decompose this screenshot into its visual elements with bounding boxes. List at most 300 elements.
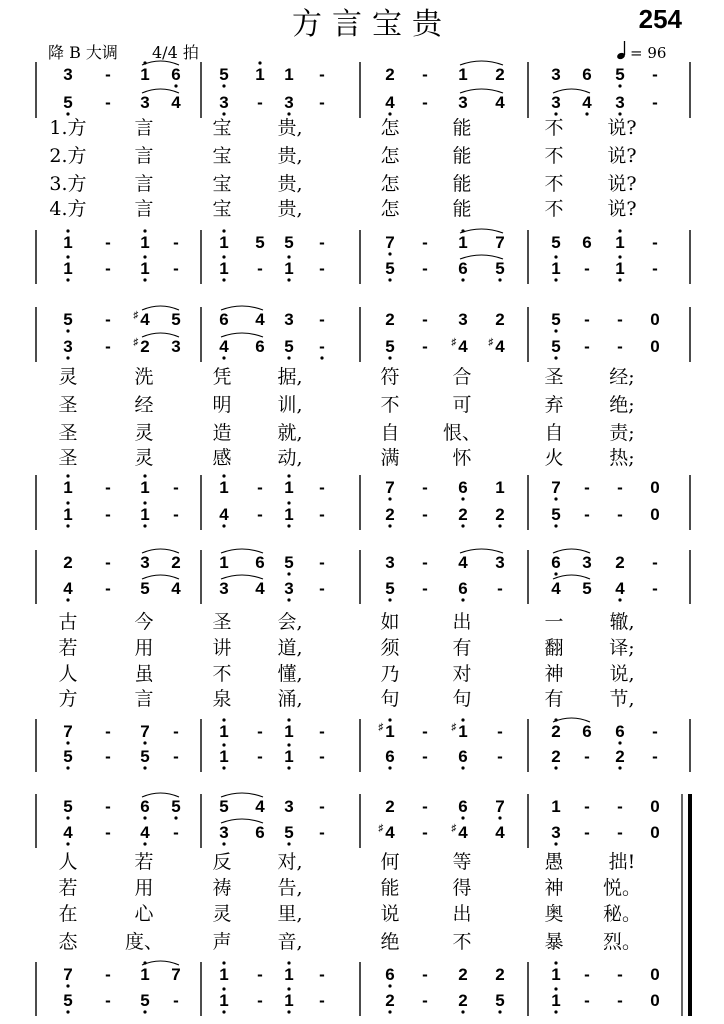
low-octave-dot bbox=[388, 598, 391, 601]
lyric-syllable: 言 bbox=[134, 173, 154, 195]
lyric-syllable: 态 bbox=[58, 931, 78, 953]
note-tenor: - bbox=[173, 722, 179, 741]
lyric-syllable: 凭 bbox=[212, 366, 232, 388]
lyric-syllable: 灵 bbox=[212, 903, 232, 925]
low-octave-dot bbox=[66, 816, 69, 819]
note-soprano: 5 bbox=[171, 797, 181, 816]
lyric-syllable: 绝 bbox=[380, 931, 400, 953]
lyric-syllable: 反 bbox=[212, 851, 232, 873]
note-tenor: 7 bbox=[63, 722, 73, 741]
note-tenor: 7 bbox=[495, 233, 505, 252]
high-octave-dot bbox=[287, 743, 290, 746]
lyric-syllable: 今 bbox=[134, 611, 154, 633]
lyric-syllable: 经; bbox=[609, 366, 635, 388]
note-alto: - bbox=[422, 823, 428, 842]
high-octave-dot bbox=[143, 474, 146, 477]
note-bass: 2 bbox=[385, 991, 395, 1010]
low-octave-dot bbox=[388, 1010, 391, 1013]
note-alto: - bbox=[319, 579, 325, 598]
note-bass: 2 bbox=[495, 505, 505, 524]
note-bass: - bbox=[257, 991, 263, 1010]
lyric-syllable: 告, bbox=[277, 877, 303, 899]
lyric-syllable: 暴 bbox=[544, 931, 564, 953]
note-soprano: 4 bbox=[255, 310, 265, 329]
note-alto: 6 bbox=[458, 579, 468, 598]
note-soprano: 5 bbox=[63, 797, 73, 816]
note-soprano: - bbox=[652, 65, 658, 84]
note-alto: 3 bbox=[284, 93, 294, 112]
note-soprano: 6 bbox=[458, 797, 468, 816]
note-alto: 5 bbox=[284, 337, 294, 356]
note-soprano: 2 bbox=[615, 553, 625, 572]
note-soprano: 3 bbox=[551, 65, 561, 84]
note-soprano: - bbox=[319, 553, 325, 572]
note-tenor: 1 bbox=[219, 233, 229, 252]
note-tenor: - bbox=[257, 722, 263, 741]
lyric-syllable: 3.方 bbox=[49, 173, 87, 195]
note-bass: 0 bbox=[650, 505, 660, 524]
note-alto: 3 bbox=[219, 579, 229, 598]
note-alto: - bbox=[422, 337, 428, 356]
low-octave-dot bbox=[461, 524, 464, 527]
lyric-syllable: 感 bbox=[212, 447, 232, 469]
note-alto: 4 bbox=[255, 579, 265, 598]
note-bass: 2 bbox=[458, 991, 468, 1010]
lyric-syllable: 怎 bbox=[380, 145, 400, 167]
note-tenor: - bbox=[584, 478, 590, 497]
low-octave-dot bbox=[461, 766, 464, 769]
note-soprano: 0 bbox=[650, 310, 660, 329]
high-octave-dot bbox=[388, 718, 391, 721]
high-octave-dot bbox=[66, 474, 69, 477]
note-tenor: - bbox=[584, 965, 590, 984]
note-tenor: - bbox=[173, 233, 179, 252]
low-octave-dot bbox=[554, 842, 557, 845]
lyric-syllable: 句 bbox=[452, 688, 472, 710]
high-octave-dot bbox=[554, 987, 557, 990]
note-bass: - bbox=[584, 991, 590, 1010]
lyric-syllable: 责; bbox=[609, 422, 635, 444]
low-octave-dot bbox=[618, 112, 621, 115]
note-soprano: 1 bbox=[219, 553, 229, 572]
high-octave-dot bbox=[143, 501, 146, 504]
low-octave-dot bbox=[66, 112, 69, 115]
lyric-syllable: 经 bbox=[134, 394, 154, 416]
note-tenor: 1 bbox=[458, 233, 468, 252]
lyric-syllable: 方 bbox=[58, 688, 78, 710]
note-soprano: 5 bbox=[551, 310, 561, 329]
lyric-syllable: 言 bbox=[134, 117, 154, 139]
lyric-syllable: 音, bbox=[277, 931, 303, 953]
note-tenor: 2 bbox=[551, 722, 561, 741]
note-bass: - bbox=[105, 259, 111, 278]
note-tenor: - bbox=[173, 478, 179, 497]
lyric-syllable: 宝 bbox=[212, 173, 232, 195]
lyric-syllable: 讲 bbox=[212, 637, 232, 659]
note-tenor: 7 bbox=[171, 965, 181, 984]
note-soprano: - bbox=[105, 65, 111, 84]
note-soprano: 2 bbox=[63, 553, 73, 572]
note-tenor: 0 bbox=[650, 478, 660, 497]
lyric-syllable: 若 bbox=[134, 851, 154, 873]
note-bass: 1 bbox=[551, 991, 561, 1010]
lyric-syllable: 圣 bbox=[58, 422, 78, 444]
high-octave-dot bbox=[287, 474, 290, 477]
note-alto: - bbox=[105, 337, 111, 356]
lyric-syllable: 言 bbox=[134, 198, 154, 220]
low-octave-dot bbox=[388, 252, 391, 255]
lyric-syllable: 对 bbox=[452, 663, 472, 685]
lyric-syllable: 道, bbox=[277, 637, 303, 659]
note-tenor: - bbox=[422, 965, 428, 984]
note-tenor: - bbox=[497, 722, 503, 741]
note-alto: 5 bbox=[582, 579, 592, 598]
note-tenor: 1 bbox=[219, 478, 229, 497]
note-bass: - bbox=[584, 259, 590, 278]
lyric-syllable: 言 bbox=[134, 145, 154, 167]
lyric-syllable: 涌, bbox=[277, 688, 303, 710]
note-soprano: - bbox=[584, 797, 590, 816]
lyric-syllable: 说 bbox=[380, 903, 400, 925]
lyric-syllable: 何 bbox=[380, 851, 400, 873]
note-bass: - bbox=[422, 991, 428, 1010]
key-signature: 降 B 大调 bbox=[48, 43, 118, 62]
note-soprano: - bbox=[319, 65, 325, 84]
note-soprano: - bbox=[422, 65, 428, 84]
high-octave-dot bbox=[554, 961, 557, 964]
lyric-syllable: 可 bbox=[452, 394, 472, 416]
lyric-syllable: 自 bbox=[544, 422, 564, 444]
high-octave-dot bbox=[66, 255, 69, 258]
note-tenor: 1 bbox=[63, 233, 73, 252]
high-octave-dot bbox=[222, 255, 225, 258]
lyric-syllable: 神 bbox=[544, 877, 564, 899]
note-bass: 5 bbox=[495, 259, 505, 278]
lyric-syllable: 符 bbox=[380, 366, 400, 388]
note-tenor: 2 bbox=[458, 965, 468, 984]
note-tenor: - bbox=[617, 478, 623, 497]
music-system bbox=[36, 306, 690, 530]
note-soprano: 4 bbox=[458, 553, 468, 572]
lyric-syllable: 神 bbox=[544, 663, 564, 685]
note-soprano: - bbox=[319, 797, 325, 816]
note-alto: 5 bbox=[551, 337, 561, 356]
note-soprano: 1 bbox=[255, 65, 265, 84]
lyric-syllable: 灵 bbox=[134, 447, 154, 469]
low-octave-dot bbox=[66, 524, 69, 527]
note-soprano: 4 bbox=[255, 797, 265, 816]
note-tenor: 1 bbox=[495, 478, 505, 497]
lyric-syllable: 说? bbox=[607, 117, 637, 139]
note-tenor: - bbox=[617, 965, 623, 984]
note-tenor: 1 bbox=[284, 478, 294, 497]
note-tenor: 1 bbox=[140, 233, 150, 252]
low-octave-dot bbox=[498, 278, 501, 281]
note-tenor: - bbox=[319, 233, 325, 252]
lyric-syllable: 能 bbox=[452, 145, 472, 167]
lyric-syllable: 古 bbox=[58, 611, 78, 633]
note-alto: 2 bbox=[140, 337, 150, 356]
note-bass: - bbox=[422, 505, 428, 524]
note-tenor: - bbox=[422, 233, 428, 252]
note-alto: - bbox=[497, 579, 503, 598]
lyric-syllable: 能 bbox=[452, 198, 472, 220]
note-soprano: 1 bbox=[551, 797, 561, 816]
high-octave-dot bbox=[618, 255, 621, 258]
note-alto: - bbox=[584, 337, 590, 356]
note-bass: 1 bbox=[219, 259, 229, 278]
note-soprano: - bbox=[422, 310, 428, 329]
note-tenor: 7 bbox=[551, 478, 561, 497]
low-octave-dot bbox=[554, 497, 557, 500]
note-tenor: 6 bbox=[385, 965, 395, 984]
note-tenor: 1 bbox=[284, 722, 294, 741]
note-soprano: - bbox=[422, 553, 428, 572]
note-soprano: 6 bbox=[219, 310, 229, 329]
high-octave-dot bbox=[287, 501, 290, 504]
note-alto: 4 bbox=[551, 579, 561, 598]
lyric-syllable: 贵, bbox=[277, 173, 303, 195]
note-alto: 3 bbox=[219, 823, 229, 842]
note-soprano: 1 bbox=[284, 65, 294, 84]
high-octave-dot bbox=[143, 255, 146, 258]
low-octave-dot bbox=[222, 1010, 225, 1013]
low-octave-dot bbox=[66, 1010, 69, 1013]
note-tenor: 1 bbox=[551, 965, 561, 984]
high-octave-dot bbox=[258, 61, 261, 64]
lyric-syllable: 不 bbox=[212, 663, 232, 685]
low-octave-dot bbox=[222, 842, 225, 845]
note-alto: 3 bbox=[63, 337, 73, 356]
low-octave-dot bbox=[498, 524, 501, 527]
lyric-syllable: 圣 bbox=[212, 611, 232, 633]
quarter-note-icon bbox=[616, 41, 626, 60]
time-signature: 4/4 拍 bbox=[152, 43, 199, 62]
note-alto: 4 bbox=[63, 579, 73, 598]
note-soprano: 6 bbox=[171, 65, 181, 84]
low-octave-dot bbox=[222, 112, 225, 115]
note-bass: 2 bbox=[458, 505, 468, 524]
low-octave-dot bbox=[554, 329, 557, 332]
note-bass: 1 bbox=[63, 505, 73, 524]
low-octave-dot bbox=[461, 497, 464, 500]
note-soprano: - bbox=[584, 310, 590, 329]
sharp-sign: ♯ bbox=[488, 337, 494, 348]
note-bass: 6 bbox=[458, 747, 468, 766]
note-alto: 4 bbox=[495, 93, 505, 112]
high-octave-dot bbox=[287, 255, 290, 258]
low-octave-dot bbox=[66, 741, 69, 744]
lyric-syllable: 怎 bbox=[380, 117, 400, 139]
note-bass: 2 bbox=[385, 505, 395, 524]
lyric-syllable: 有 bbox=[452, 637, 472, 659]
note-bass: 0 bbox=[650, 991, 660, 1010]
note-alto: - bbox=[105, 93, 111, 112]
note-soprano: 5 bbox=[615, 65, 625, 84]
note-bass: 2 bbox=[551, 747, 561, 766]
note-soprano: - bbox=[319, 310, 325, 329]
low-octave-dot bbox=[174, 816, 177, 819]
lyric-syllable: 声 bbox=[212, 931, 232, 953]
note-soprano: - bbox=[617, 310, 623, 329]
lyric-syllable: 据, bbox=[277, 366, 303, 388]
lyric-syllable: 不 bbox=[544, 145, 564, 167]
note-alto: - bbox=[319, 823, 325, 842]
note-soprano: 2 bbox=[385, 797, 395, 816]
low-octave-dot bbox=[461, 816, 464, 819]
lyric-syllable: 若 bbox=[58, 637, 78, 659]
note-bass: - bbox=[105, 747, 111, 766]
note-alto: 5 bbox=[140, 579, 150, 598]
low-octave-dot bbox=[554, 572, 557, 575]
low-octave-dot bbox=[66, 766, 69, 769]
note-alto: 3 bbox=[615, 93, 625, 112]
note-bass: 2 bbox=[615, 747, 625, 766]
note-bass: - bbox=[173, 505, 179, 524]
note-bass: - bbox=[319, 747, 325, 766]
lyric-syllable: 心 bbox=[134, 903, 154, 925]
note-alto: - bbox=[105, 823, 111, 842]
sharp-sign: ♯ bbox=[378, 823, 384, 834]
note-bass: 1 bbox=[219, 991, 229, 1010]
low-octave-dot bbox=[461, 1010, 464, 1013]
note-tenor: 7 bbox=[140, 722, 150, 741]
lyric-syllable: 宝 bbox=[212, 198, 232, 220]
note-alto: - bbox=[652, 579, 658, 598]
low-octave-dot bbox=[287, 766, 290, 769]
note-alto: - bbox=[105, 579, 111, 598]
low-octave-dot bbox=[585, 112, 588, 115]
note-soprano: - bbox=[422, 797, 428, 816]
high-octave-dot bbox=[143, 229, 146, 232]
note-bass: - bbox=[257, 505, 263, 524]
low-octave-dot bbox=[554, 524, 557, 527]
low-octave-dot bbox=[222, 766, 225, 769]
low-octave-dot bbox=[388, 524, 391, 527]
note-tenor: - bbox=[105, 233, 111, 252]
lyric-syllable: 能 bbox=[380, 877, 400, 899]
low-octave-dot bbox=[143, 842, 146, 845]
note-bass: - bbox=[319, 991, 325, 1010]
lyric-syllable: 用 bbox=[134, 877, 154, 899]
low-octave-dot bbox=[388, 984, 391, 987]
lyric-syllable: 不 bbox=[380, 394, 400, 416]
lyric-syllable: 自 bbox=[380, 422, 400, 444]
low-octave-dot bbox=[143, 741, 146, 744]
lyric-syllable: 若 bbox=[58, 877, 78, 899]
note-alto: 3 bbox=[140, 93, 150, 112]
lyric-syllable: 宝 bbox=[212, 145, 232, 167]
hymn-number: 254 bbox=[638, 4, 682, 34]
low-octave-dot bbox=[222, 524, 225, 527]
note-soprano: 3 bbox=[284, 797, 294, 816]
note-bass: 5 bbox=[551, 505, 561, 524]
lyric-syllable: 2.方 bbox=[49, 145, 87, 167]
sharp-sign: ♯ bbox=[451, 337, 457, 348]
note-soprano: 5 bbox=[284, 553, 294, 572]
note-bass: 1 bbox=[284, 505, 294, 524]
lyric-syllable: 句 bbox=[380, 688, 400, 710]
note-soprano: 2 bbox=[171, 553, 181, 572]
note-soprano: - bbox=[105, 310, 111, 329]
note-soprano: 3 bbox=[582, 553, 592, 572]
sharp-sign: ♯ bbox=[451, 722, 457, 733]
note-bass: 6 bbox=[458, 259, 468, 278]
note-tenor: 0 bbox=[650, 965, 660, 984]
note-tenor: 6 bbox=[582, 233, 592, 252]
sharp-sign: ♯ bbox=[133, 337, 139, 348]
lyric-syllable: 得 bbox=[452, 877, 472, 899]
lyric-syllable: 说? bbox=[607, 145, 637, 167]
note-alto: - bbox=[617, 337, 623, 356]
lyric-syllable: 人 bbox=[58, 663, 78, 685]
high-octave-dot bbox=[222, 961, 225, 964]
note-tenor: 1 bbox=[385, 722, 395, 741]
note-tenor: - bbox=[422, 478, 428, 497]
low-octave-dot bbox=[287, 112, 290, 115]
note-soprano: - bbox=[105, 553, 111, 572]
lyric-syllable: 灵 bbox=[58, 366, 78, 388]
note-alto: 3 bbox=[458, 93, 468, 112]
note-bass: - bbox=[584, 505, 590, 524]
low-octave-dot bbox=[287, 1010, 290, 1013]
note-bass: 5 bbox=[495, 991, 505, 1010]
note-alto: 4 bbox=[615, 579, 625, 598]
note-alto: 4 bbox=[171, 93, 181, 112]
lyric-syllable: 怎 bbox=[380, 198, 400, 220]
note-tenor: - bbox=[319, 965, 325, 984]
lyric-syllable: 懂, bbox=[277, 663, 303, 685]
note-bass: 6 bbox=[385, 747, 395, 766]
lyric-syllable: 说, bbox=[609, 663, 635, 685]
low-octave-dot bbox=[554, 278, 557, 281]
note-tenor: 2 bbox=[495, 965, 505, 984]
note-bass: 1 bbox=[615, 259, 625, 278]
note-bass: - bbox=[257, 747, 263, 766]
lyric-syllable: 热; bbox=[609, 447, 635, 469]
note-bass: - bbox=[584, 747, 590, 766]
low-octave-dot bbox=[554, 356, 557, 359]
note-tenor: 1 bbox=[284, 965, 294, 984]
lyric-syllable: 不 bbox=[452, 931, 472, 953]
note-soprano: 6 bbox=[140, 797, 150, 816]
low-octave-dot bbox=[554, 112, 557, 115]
note-soprano: 6 bbox=[255, 553, 265, 572]
note-alto: - bbox=[422, 579, 428, 598]
note-tenor: - bbox=[257, 965, 263, 984]
note-alto: 3 bbox=[219, 93, 229, 112]
lyric-syllable: 不 bbox=[544, 117, 564, 139]
lyric-syllable: 一 bbox=[544, 611, 564, 633]
note-soprano: 3 bbox=[284, 310, 294, 329]
note-alto: - bbox=[617, 823, 623, 842]
low-octave-dot bbox=[174, 84, 177, 87]
low-octave-dot bbox=[66, 598, 69, 601]
lyric-syllable: 对, bbox=[277, 851, 303, 873]
note-soprano: 3 bbox=[495, 553, 505, 572]
note-alto: 3 bbox=[551, 823, 561, 842]
low-octave-dot bbox=[66, 356, 69, 359]
lyric-syllable: 愚 bbox=[544, 851, 564, 873]
lyric-syllable: 动, bbox=[277, 447, 303, 469]
lyric-syllable: 灵 bbox=[134, 422, 154, 444]
note-soprano: 1 bbox=[140, 65, 150, 84]
lyric-syllable: 贵, bbox=[277, 145, 303, 167]
note-alto: 4 bbox=[582, 93, 592, 112]
note-bass: 5 bbox=[385, 259, 395, 278]
high-octave-dot bbox=[66, 501, 69, 504]
low-octave-dot bbox=[222, 356, 225, 359]
